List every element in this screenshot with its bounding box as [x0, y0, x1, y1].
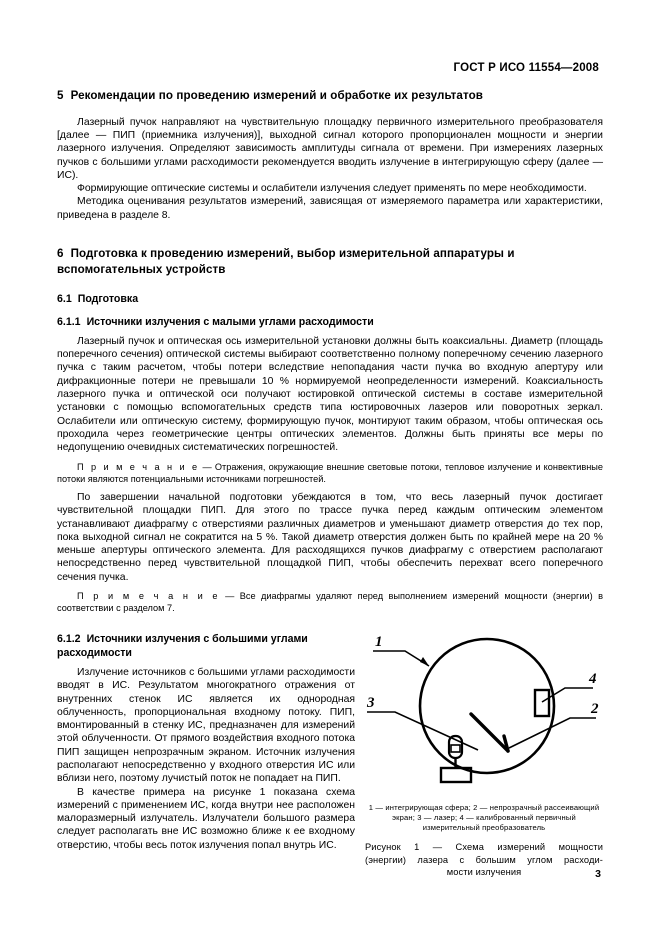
section-5-paragraph-2: Формирующие оптические системы и ослабители излучения следует применять по мере необходимости.	[77, 183, 587, 195]
section-heading-6-1-1	[57, 316, 603, 330]
opaque-screen-shape	[471, 714, 508, 751]
two-column-region	[57, 624, 603, 878]
page-header-standard-number: ГОСТ Р ИСО 11554—2008	[453, 62, 599, 74]
section-6-1-1-note-1	[57, 461, 603, 485]
laser-aperture-shape	[451, 745, 460, 752]
note-label-1: П р и м е ч а н и е	[77, 461, 200, 472]
figure-column	[365, 624, 603, 878]
section-number-6: 6	[57, 247, 64, 261]
page-number: 3	[595, 868, 601, 880]
section-6-1-1-paragraph-1: Лазерный пучок и оптическая ось измерительной установки должны быть коаксиальны. Диаметр (площадь поперечного сечения) оптической системы выбирают соответственно полному поперечному сечению лазерного пучка с таким расчетом, чтобы потери вследствие непопадания части пучка во входную апертуру или дифракционные потери не превышали 10 % нормируемой неопределенности измерений. Коаксиальность лазерного пучка и оптической оси получают юстировкой оптической системы в составе измерительной установки с помощью вспомогательных средств типа юстировочных лазеров или поворотных зеркал. Ослабители или оптическую систему, формирующую пучок, монтируют таким образом, чтобы оптическая ось проходила через геометрические центры оптических элементов. Должны быть приняты все меры по недопущению очевидных систематических погрешностей.	[57, 335, 603, 454]
left-text-column	[57, 624, 355, 852]
figure-label-2: 2	[591, 701, 599, 718]
note-text-2: — Все диафрагмы удаляют перед выполнением измерений мощности (энергии) в соответствии с разделом 7.	[57, 590, 603, 614]
leader-arrow-1	[420, 657, 429, 666]
section-number-6-1-1: 6.1.1	[57, 316, 81, 329]
document-content	[57, 88, 603, 879]
calibrated-detector-shape	[535, 690, 549, 716]
figure-label-1: 1	[375, 634, 383, 651]
figure-label-4: 4	[589, 671, 597, 688]
leader-line-1	[373, 651, 429, 666]
section-title-6-1-1: Источники излучения с малыми углами расходимости	[86, 316, 374, 329]
figure-1-title-line-1: Рисунок 1 — Схема измерений мощности	[365, 842, 603, 853]
section-title-6-1-2: Источники излучения с большими углами расходимости	[57, 633, 308, 660]
figure-1	[365, 624, 603, 878]
figure-1-diagram	[365, 624, 603, 799]
section-5-paragraph-1: Лазерный пучок направляют на чувствительную площадку первичного измерительного преобразователя [далее — ПИП (приемника излучения)], выходной сигнал которого пропорционален мощности и энергии лазерного излучения. Определяют зависимость амплитуды сигнала от времени. При измерениях лазерных пучков с большими углами расходимости рекомендуется вводить излучение в интегрирующую сферу (далее — ИС).	[57, 116, 603, 181]
section-heading-6	[57, 246, 557, 277]
section-6-1-2-paragraph-1: Излучение источников с большими углами расходимости вводят в ИС. Результатом многократного отражения от внутренних стенок ИС является их однородная облученность, пропорциональная входному потоку. ПИП, вмонтированный в стенку ИС, предназначен для измерений этой облученности. От прямого воздействия входного потока ПИП защищен непрозрачным экраном. Источник излучения располагают непосредственно у входного отверстия ИС или вблизи него, поэтому лучистый поток не попадает на ПИП.	[57, 666, 355, 785]
section-6-1-2-paragraph-2: В качестве примера на рисунке 1 показана схема измерений с применением ИС, когда внутри нее расположен малоразмерный излучатель. Излучатели большого размера следует располагать вне ИС возможно ближе к ее входному отверстию, чтобы весь поток излучения попал внутрь ИС.	[57, 786, 355, 851]
section-number-6-1: 6.1	[57, 293, 72, 306]
note-text-1: — Отражения, окружающие внешние световые потоки, тепловое излучение и конвективные потоки являются потенциальными источниками погрешностей.	[57, 461, 604, 484]
note-label-2: П р и м е ч а н и е	[77, 590, 220, 601]
section-6-1-1-note-2	[57, 590, 603, 614]
section-heading-6-1	[57, 293, 603, 307]
figure-1-legend: 1 — интегрирующая сфера; 2 — непрозрачный рассеивающий экран; 3 — лазер; 4 — калиброванный первичный измерительный преобразователь	[368, 803, 600, 833]
section-title-6: Подготовка к проведению измерений, выбор измерительной аппаратуры и вспомогательных устройств	[57, 247, 515, 276]
section-5-paragraph-3: Методика оценивания результатов измерений, зависящая от измеряемого параметра или характеристики, приведена в разделе 8.	[57, 196, 603, 221]
section-number-6-1-2: 6.1.2	[57, 633, 81, 646]
figure-1-title	[365, 841, 603, 878]
section-number-5: 5	[57, 89, 64, 102]
section-title-5: Рекомендации по проведению измерений и обработке их результатов	[70, 89, 484, 102]
section-6-1-1-paragraph-2: По завершении начальной подготовки убеждаются в том, что весь лазерный пучок достигает чувствительной площадки ПИП. Для этого по трассе пучка перед каждым оптическим элементом устанавливают диафрагму с отверстиями различных диаметров и уменьшают диаметр отверстия до тех пор, пока выходной сигнал не сократится на 5 %. Такой диаметр отверстия должен быть по крайней мере на 20 % меньше апертуры оптического элемента. Для расходящихся пучков диафрагму с отверстием располагают непосредственно перед чувствительной площадкой ПИП, чтобы обеспечить перехват всего поперечного сечения пучка.	[57, 491, 603, 583]
section-title-6-1: Подготовка	[77, 293, 139, 306]
figure-label-3: 3	[367, 695, 375, 712]
figure-1-title-line-2: (энергии) лазера с большим углом расходи-	[365, 854, 603, 865]
figure-1-title-line-3: мости излучения	[446, 867, 522, 878]
section-heading-6-1-2	[57, 633, 355, 661]
section-heading-5	[57, 88, 603, 104]
